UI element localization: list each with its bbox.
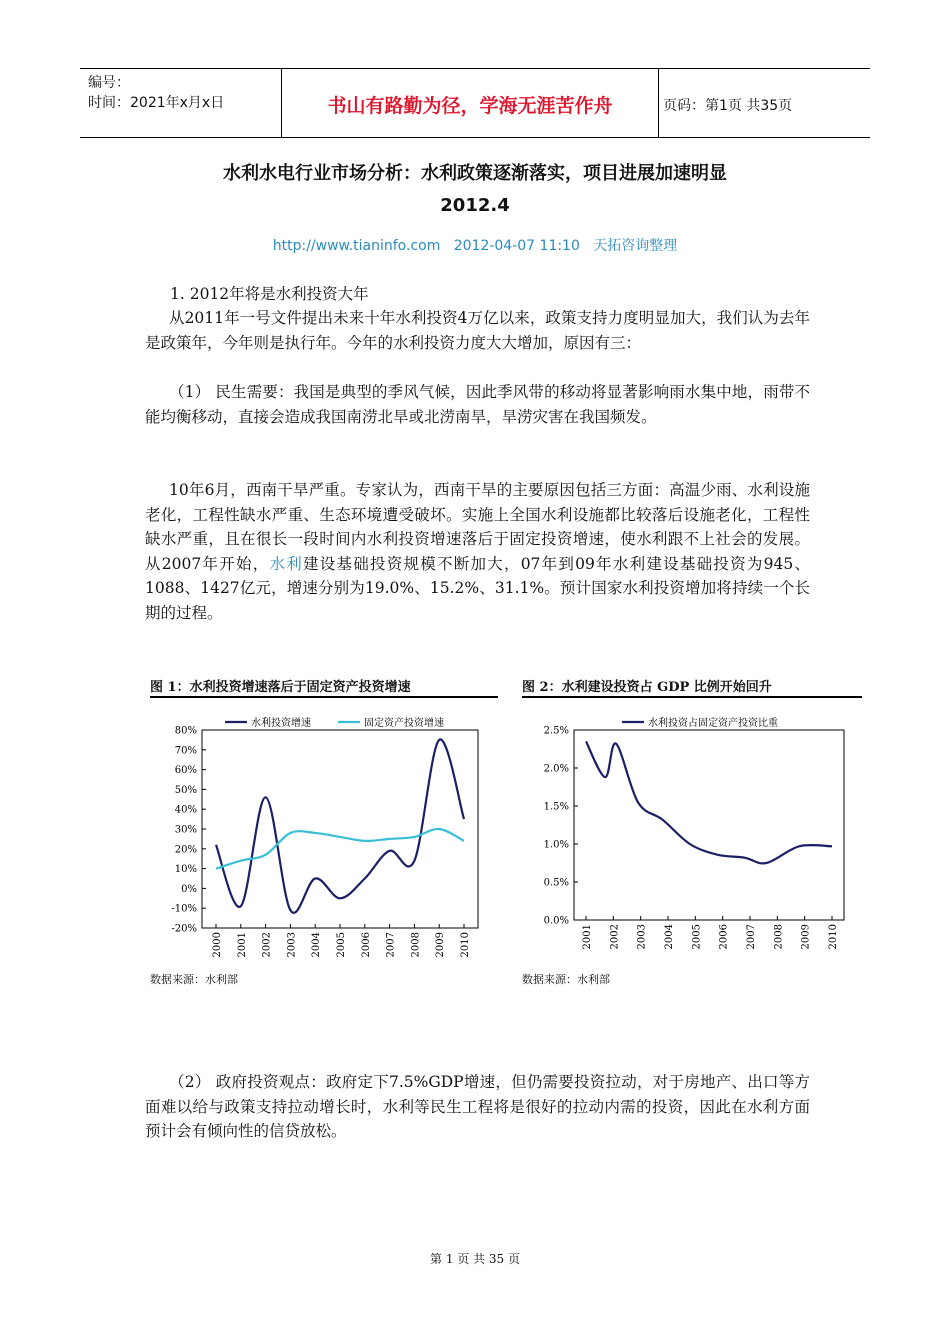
legend-label-2: 固定资产投资增速: [364, 718, 444, 729]
y-tick-label: 70%: [174, 745, 197, 757]
header-info: [80, 69, 280, 141]
y-tick-label: 40%: [174, 804, 197, 816]
x-tick-label: 2005: [336, 932, 347, 958]
chart-1-source: 数据来源：水利部: [150, 973, 238, 986]
chart-2-frame: [574, 730, 844, 920]
x-tick-label: 2006: [360, 932, 372, 958]
article-source-line: [100, 235, 850, 255]
y-tick-label: 20%: [174, 844, 197, 856]
y-tick-label: 50%: [174, 784, 197, 796]
chart-1-title: 图 1：水利投资增速落后于固定资产投资增速: [150, 676, 498, 698]
chart-2-title: 图 2：水利建设投资占 GDP 比例开始回升: [522, 676, 862, 698]
y-tick-label: 2.5%: [543, 725, 569, 737]
section-heading-text: 1. 2012年将是水利投资大年: [170, 285, 369, 303]
x-tick-label: 2000: [212, 932, 223, 958]
paragraph-1: 从2011年一号文件提出未来十年水利投资4万亿以来，政策支持力度明显加大，我们认为去年是政策年，今年则是执行年。今年的水利投资力度大大增加，原因有三：: [145, 309, 810, 352]
y-tick-label: 80%: [174, 725, 197, 737]
x-tick-label: 2009: [435, 932, 447, 958]
legend-label-1: 水利投资增速: [251, 718, 311, 729]
y-tick-label: 1.0%: [543, 839, 569, 851]
chart-1: [150, 676, 498, 996]
paragraph-3: [145, 478, 810, 626]
y-tick-label: 2.0%: [543, 763, 569, 775]
header-motto: 书山有路勤为径，学海无涯苦作舟: [327, 95, 613, 117]
x-tick-label: 2001: [236, 932, 248, 958]
y-tick-label: 30%: [174, 824, 197, 836]
x-tick-label: 2002: [609, 924, 621, 950]
x-tick-label: 2004: [664, 924, 675, 950]
x-tick-label: 2002: [261, 932, 273, 958]
paragraph-3-part-a: 10年6月，西南干旱严重。专家认为，西南干旱的主要原因包括三方面：高温少雨、水利设施老化，工程性缺水严重、生态环境遭受破坏。实施上全国水利设施都比较落后设施老化，工程性缺水严重，且在很长一段时间内水利投资增速落后于固定投资增速，使水利跟不上社会的发展。从2007年开始，: [145, 481, 810, 573]
source-time: 2012-04-07 11:10: [453, 238, 580, 254]
y-tick-label: 0.0%: [543, 915, 569, 927]
x-tick-label: 2009: [800, 924, 812, 950]
x-tick-label: 2001: [582, 924, 593, 950]
x-tick-label: 2005: [691, 924, 703, 950]
chart-2-plot: [522, 698, 862, 973]
article-title: [100, 158, 850, 222]
y-tick-label: 60%: [174, 765, 197, 777]
header-number: 编号：: [88, 75, 130, 91]
x-tick-label: 2004: [311, 932, 323, 958]
shuili-link[interactable]: 水利: [269, 554, 303, 573]
title-line-1: 水利水电行业市场分析：水利政策逐渐落实，项目进展加速明显: [223, 163, 727, 184]
y-tick-label: 0%: [181, 883, 197, 895]
source-url-link[interactable]: http://www.tianinfo.com: [272, 238, 441, 254]
paragraph-2: （1） 民生需要：我国是典型的季风气候，因此季风带的移动将显著影响雨水集中地，雨带不能均衡移动，直接会造成我国南涝北旱或北涝南旱，旱涝灾害在我国频发。: [145, 383, 810, 426]
y-tick-label: 1.5%: [543, 801, 569, 813]
x-tick-label: 2010: [460, 932, 471, 958]
y-tick-label: -10%: [171, 903, 197, 915]
x-tick-label: 2003: [286, 932, 298, 958]
paragraph-4: （2） 政府投资观点：政府定下7.5%GDP增速，但仍需要投资拉动，对于房地产、出口等方面难以给与政策支持拉动增长时，水利等民生工程将是很好的拉动内需的投资，因此在水利方面预计会有倾向性的信贷放松。: [145, 1073, 810, 1141]
x-tick-label: 2008: [410, 932, 422, 958]
header-page-info: 页码：第1页 共35页: [663, 98, 793, 114]
y-tick-label: 10%: [174, 864, 197, 876]
x-tick-label: 2003: [636, 924, 648, 950]
chart-2-source: 数据来源：水利部: [522, 973, 610, 986]
source-org: 天拓咨询整理: [593, 238, 678, 254]
y-tick-label: 0.5%: [543, 877, 569, 889]
chart-2: [522, 676, 862, 996]
page-header: [80, 68, 870, 138]
y-tick-label: -20%: [171, 923, 197, 935]
x-tick-label: 2006: [718, 924, 730, 950]
legend-label-1: 水利投资占固定资产投资比重: [648, 718, 778, 729]
title-line-2: 2012.4: [440, 195, 510, 216]
header-motto-cell: [281, 69, 659, 137]
chart-1-plot: [150, 698, 498, 973]
x-tick-label: 2008: [773, 924, 785, 950]
x-tick-label: 2007: [385, 932, 397, 958]
series-line-1: [586, 741, 832, 863]
x-tick-label: 2007: [746, 924, 757, 950]
x-tick-label: 2010: [828, 924, 839, 950]
header-time: 时间：2021年x月x日: [88, 95, 225, 111]
section-heading: [145, 282, 810, 307]
paragraph-3-part-b: 建设基础投资规模不断加大，07年到09年水利建设基础投资为945、1088、1427亿元，增速分别为19.0%、15.2%、31.1%。预计国家水利投资增加将持续一个长期的过程。: [145, 554, 810, 622]
series-line-1: [216, 739, 464, 912]
page-footer: 第 1 页 共 35 页: [430, 1252, 520, 1266]
